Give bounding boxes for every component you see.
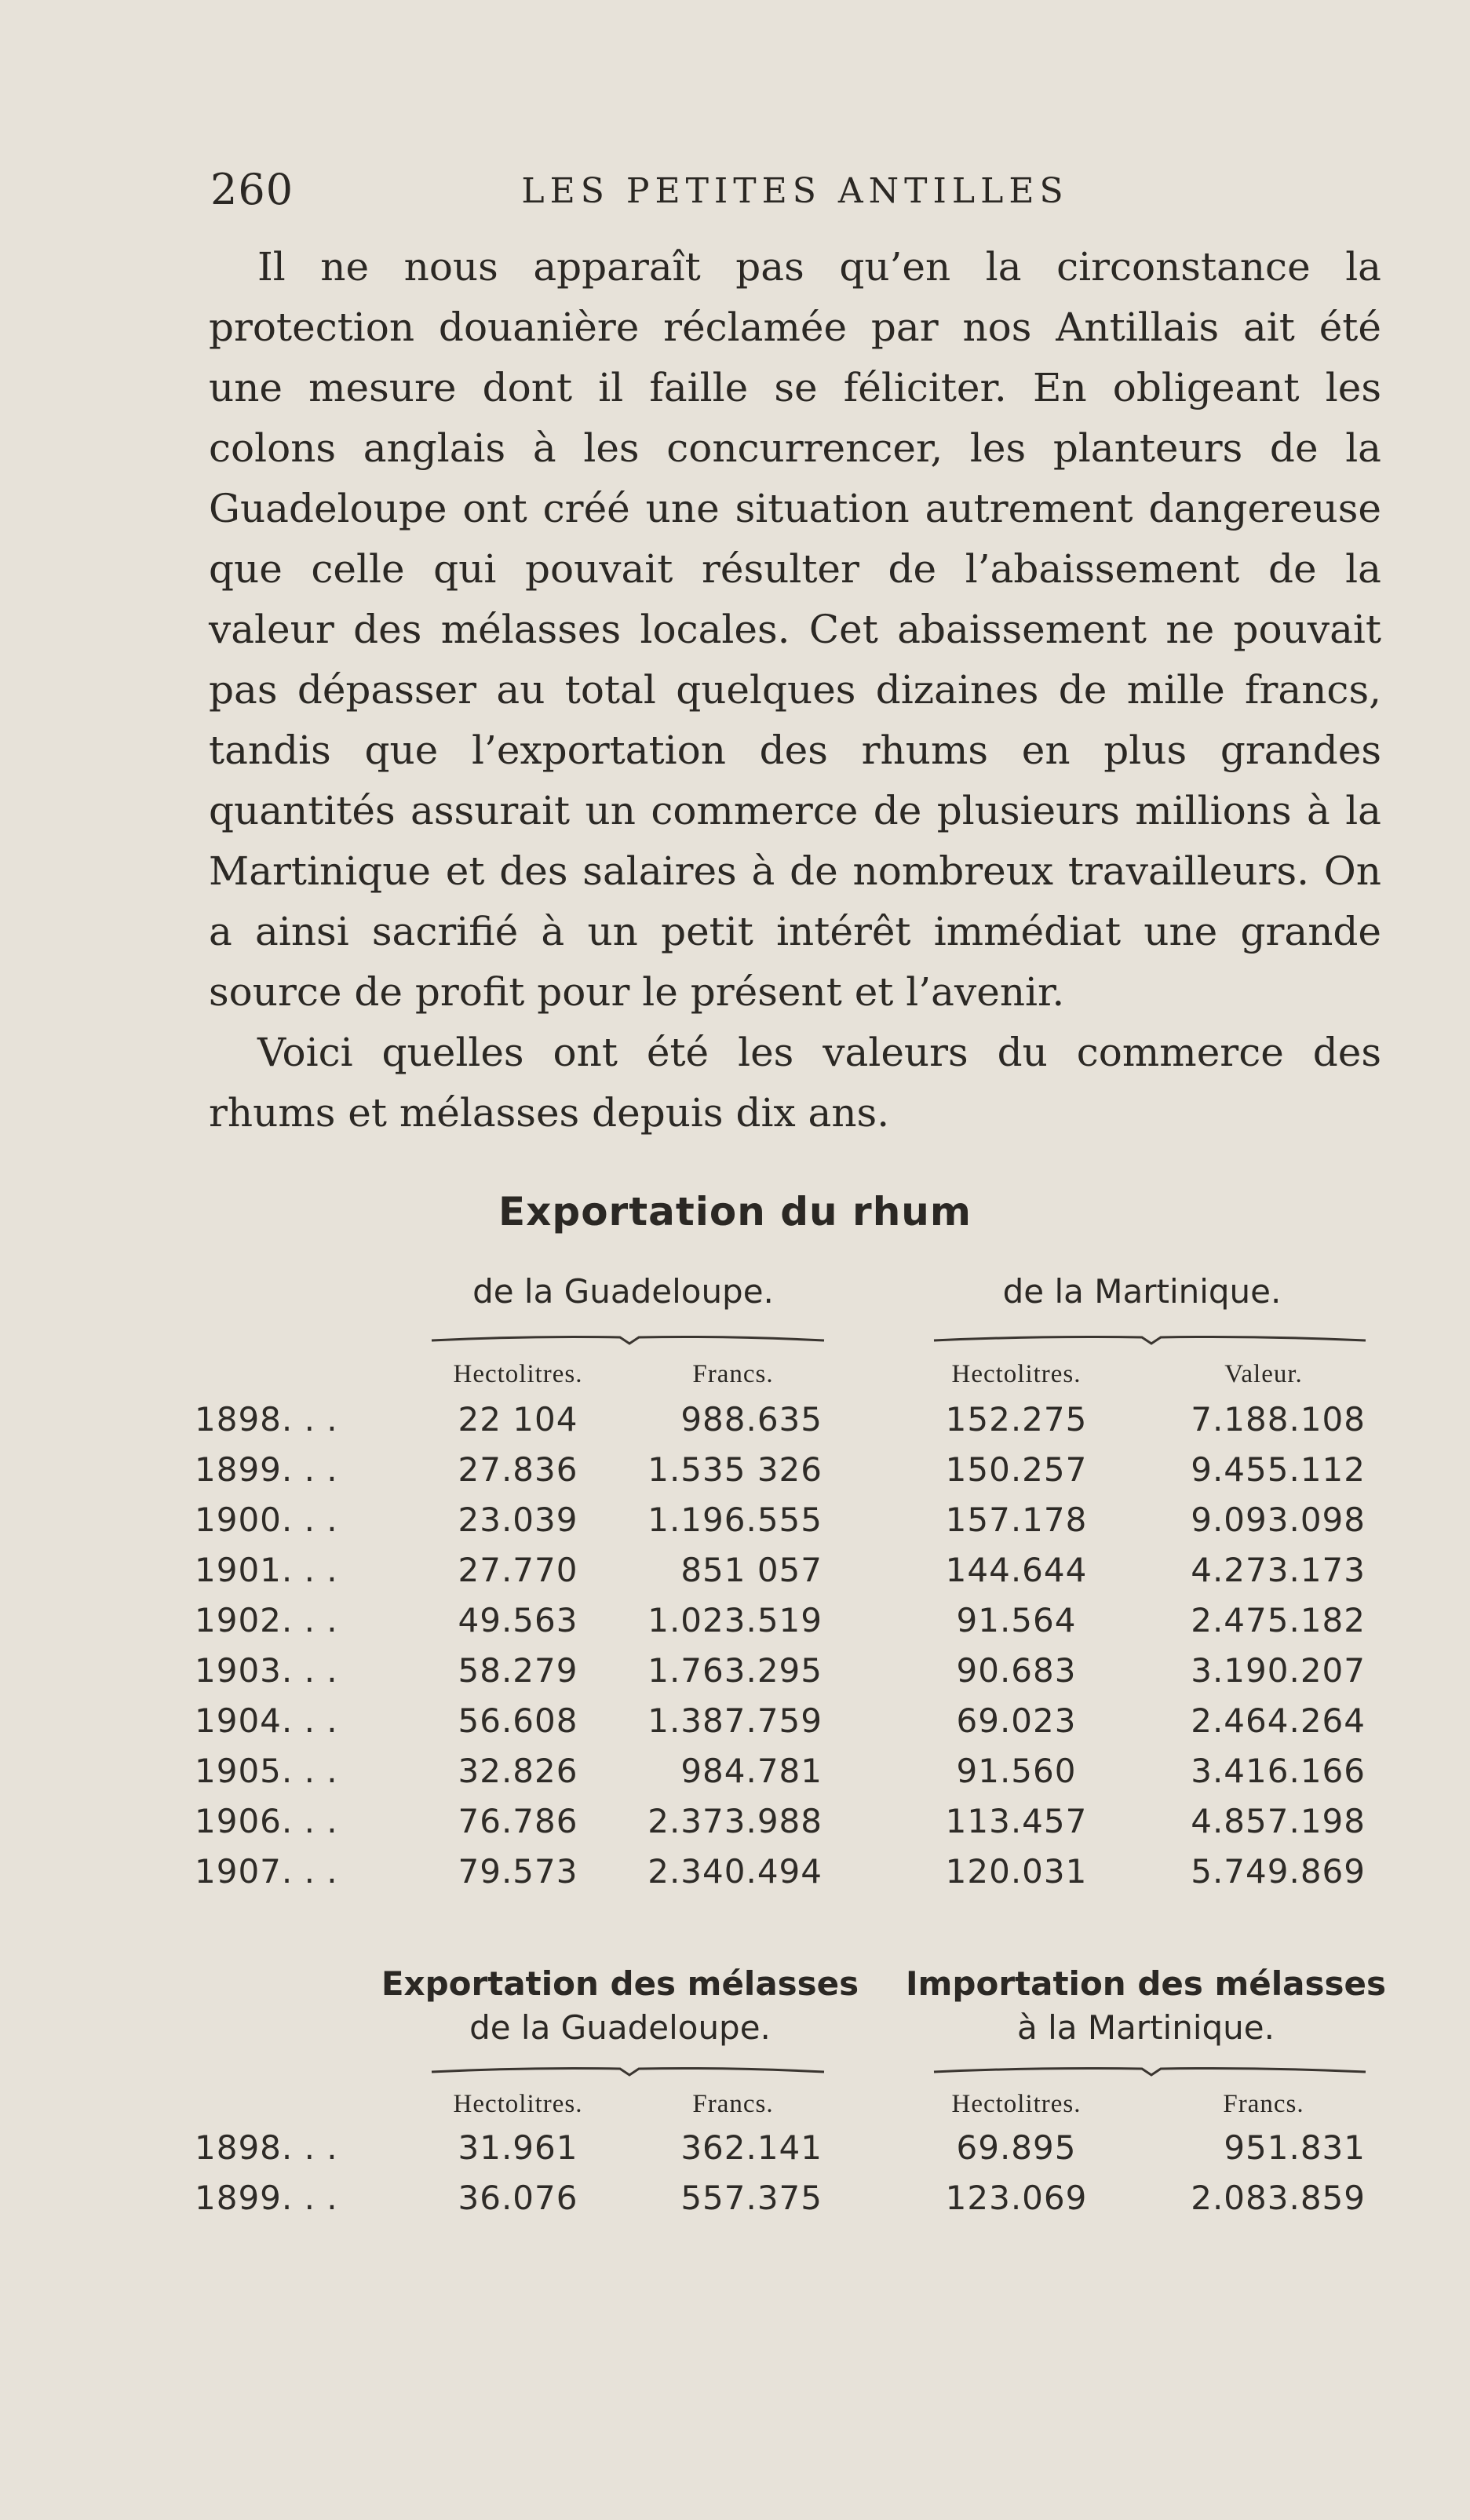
row-year: 1899. . . <box>195 1450 338 1489</box>
body-text <box>209 237 1381 1143</box>
cell-value: 1.023.519 <box>647 1601 823 1639</box>
cell-value: 2.475.182 <box>1191 1601 1366 1639</box>
cell-value: 362.141 <box>680 2128 823 2167</box>
brace-decoration <box>424 1326 832 1350</box>
cell-value: 79.573 <box>458 1852 578 1891</box>
cell-value: 2.373.988 <box>647 1802 823 1840</box>
cell-value: 9.455.112 <box>1191 1450 1366 1489</box>
cell-value: 69.895 <box>956 2128 1077 2167</box>
row-year: 1903. . . <box>195 1651 338 1690</box>
table-row <box>0 1551 1470 1601</box>
column-header: Valeur. <box>1224 1360 1303 1388</box>
page-header <box>210 165 1380 220</box>
table-row <box>0 1752 1470 1802</box>
cell-value: 31.961 <box>458 2128 578 2167</box>
column-header: Francs. <box>692 2090 774 2118</box>
cell-value: 951.831 <box>1224 2128 1366 2167</box>
cell-value: 76.786 <box>458 1802 578 1840</box>
table-row <box>0 1501 1470 1551</box>
cell-value: 4.857.198 <box>1191 1802 1366 1840</box>
column-header: Hectolitres. <box>951 1360 1082 1388</box>
cell-value: 150.257 <box>945 1450 1088 1489</box>
cell-value: 27.770 <box>458 1551 578 1589</box>
page-number: 260 <box>210 165 294 214</box>
cell-value: 69.023 <box>956 1701 1077 1740</box>
cell-value: 22 104 <box>458 1400 578 1439</box>
cell-value: 988.635 <box>680 1400 823 1439</box>
paragraph: Il ne nous apparaît pas qu’en la circonstance la protection douanière réclamée par nos Antillais ait été une mesure dont il faille se féliciter. En obligeant les colons anglais à les concurrencer, les planteurs de la Guadeloupe ont créé une situation autrement dangereuse que celle qui pouvait résulter de l’abaissement de la valeur des mélasses locales. Cet abaissement ne pouvait pas dépasser au total quelques dizaines de mille francs, tandis que l’exportation des rhums en plus grandes quantités assurait un commerce de plusieurs millions à la Martinique et des salaires à de nombreux travailleurs. On a ainsi sacrifié à un petit intérêt immédiat une grande source de profit pour le présent et l’avenir. <box>209 244 1381 1015</box>
table-row <box>0 2179 1470 2229</box>
cell-value: 113.457 <box>945 1802 1088 1840</box>
cell-value: 1.535 326 <box>647 1450 823 1489</box>
row-year: 1898. . . <box>195 2128 338 2167</box>
row-year: 1898. . . <box>195 1400 338 1439</box>
paragraph: Voici quelles ont été les valeurs du commerce des rhums et mélasses depuis dix ans. <box>209 1030 1381 1136</box>
cell-value: 5.749.869 <box>1191 1852 1366 1891</box>
cell-value: 9.093.098 <box>1191 1501 1366 1539</box>
cell-value: 157.178 <box>945 1501 1088 1539</box>
cell-value: 91.560 <box>956 1752 1077 1790</box>
table-row <box>0 2128 1470 2179</box>
row-year: 1905. . . <box>195 1752 338 1790</box>
cell-value: 851 057 <box>680 1551 823 1589</box>
group-heading-export-melasses: Exportation des mélasses de la Guadeloupe. <box>381 1964 859 2047</box>
cell-value: 2.083.859 <box>1191 2179 1366 2217</box>
column-header: Hectolitres. <box>453 2090 583 2118</box>
cell-value: 144.644 <box>945 1551 1088 1589</box>
table-title: Exportation du rhum <box>498 1189 972 1234</box>
cell-value: 49.563 <box>458 1601 578 1639</box>
cell-value: 58.279 <box>458 1651 578 1690</box>
row-year: 1899. . . <box>195 2179 338 2217</box>
cell-value: 984.781 <box>680 1752 823 1790</box>
cell-value: 3.190.207 <box>1191 1651 1366 1690</box>
table-row <box>0 1400 1470 1450</box>
column-header: Hectolitres. <box>951 2090 1082 2118</box>
row-year: 1900. . . <box>195 1501 338 1539</box>
cell-value: 2.340.494 <box>647 1852 823 1891</box>
cell-value: 123.069 <box>945 2179 1088 2217</box>
table-row <box>0 1802 1470 1852</box>
cell-value: 557.375 <box>680 2179 823 2217</box>
cell-value: 36.076 <box>458 2179 578 2217</box>
cell-value: 1.387.759 <box>647 1701 823 1740</box>
table-row <box>0 1450 1470 1501</box>
row-year: 1907. . . <box>195 1852 338 1891</box>
cell-value: 23.039 <box>458 1501 578 1539</box>
table-row <box>0 1651 1470 1701</box>
table-row <box>0 1701 1470 1752</box>
row-year: 1906. . . <box>195 1802 338 1840</box>
brace-decoration <box>926 2058 1373 2081</box>
row-year: 1901. . . <box>195 1551 338 1589</box>
running-title: LES PETITES ANTILLES <box>521 171 1069 211</box>
column-header: Hectolitres. <box>453 1360 583 1388</box>
row-year: 1902. . . <box>195 1601 338 1639</box>
cell-value: 152.275 <box>945 1400 1088 1439</box>
cell-value: 3.416.166 <box>1191 1752 1366 1790</box>
cell-value: 1.763.295 <box>647 1651 823 1690</box>
cell-value: 56.608 <box>458 1701 578 1740</box>
group-heading-martinique: de la Martinique. <box>1002 1272 1282 1311</box>
cell-value: 32.826 <box>458 1752 578 1790</box>
cell-value: 1.196.555 <box>647 1501 823 1539</box>
cell-value: 27.836 <box>458 1450 578 1489</box>
table-row <box>0 1852 1470 1902</box>
cell-value: 120.031 <box>945 1852 1088 1891</box>
group-heading-guadeloupe: de la Guadeloupe. <box>472 1272 774 1311</box>
cell-value: 2.464.264 <box>1191 1701 1366 1740</box>
cell-value: 90.683 <box>956 1651 1077 1690</box>
cell-value: 4.273.173 <box>1191 1551 1366 1589</box>
table-row <box>0 1601 1470 1651</box>
cell-value: 7.188.108 <box>1191 1400 1366 1439</box>
brace-decoration <box>926 1326 1373 1350</box>
brace-decoration <box>424 2058 832 2081</box>
cell-value: 91.564 <box>956 1601 1077 1639</box>
column-header: Francs. <box>1223 2090 1304 2118</box>
column-header: Francs. <box>692 1360 774 1388</box>
group-heading-import-melasses: Importation des mélasses à la Martinique. <box>906 1964 1386 2047</box>
row-year: 1904. . . <box>195 1701 338 1740</box>
